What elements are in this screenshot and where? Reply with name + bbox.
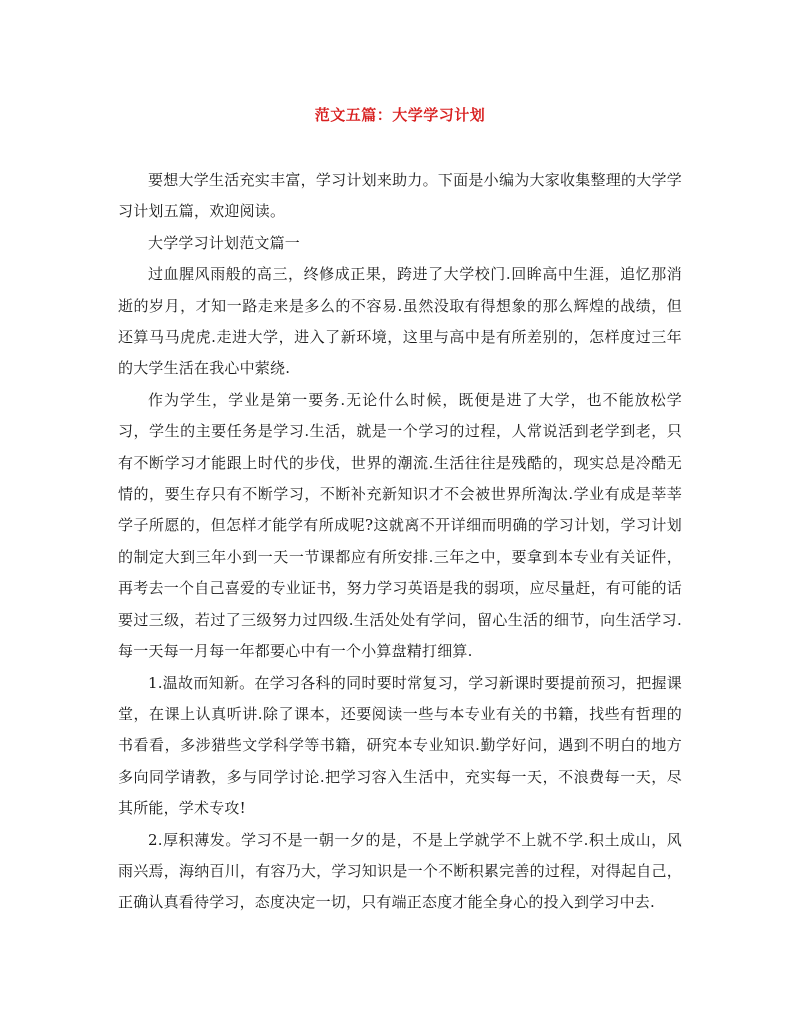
document-body [118,165,682,919]
body-paragraph: 作为学生，学业是第一要务.无论什么时候，既便是进了大学，也不能放松学习，学生的主要任务是学习.生活，就是一个学习的过程，人常说活到老学到老，只有不断学习才能跟上时代的步伐，世界的潮流.生活往往是残酷的，现实总是冷酷无情的，要生存只有不断学习，不断补充新知识才不会被世界所淘汰.学业有成是莘莘学子所愿的，但怎样才能学有所成呢?这就离不开详细而明确的学习计划，学习计划的制定大到三年小到一天一节课都应有所安排.三年之中，要拿到本专业有关证件，再考去一个自己喜爱的专业证书，努力学习英语是我的弱项，应尽量赶，有可能的话要过三级，若过了三级努力过四级.生活处处有学问，留心生活的细节，向生活学习.每一天每一月每一年都要心中有一个小算盘精打细算. [118,390,682,661]
section-heading: 大学学习计划范文篇一 [148,233,301,252]
body-paragraph: 过血腥风雨般的高三，终修成正果，跨进了大学校门.回眸高中生涯，追忆那消逝的岁月，才知一路走来是多么的不容易.虽然没取有得想象的那么辉煌的战绩，但还算马马虎虎.走进大学，进入了新环境，这里与高中是有所差别的，怎样度过三年的大学生活在我心中萦绕. [118,265,682,378]
intro-paragraph: 要想大学生活充实丰富，学习计划来助力。下面是小编为大家收集整理的大学学习计划五篇，欢迎阅读。 [118,171,682,221]
list-item-paragraph: 2.厚积薄发。学习不是一朝一夕的是，不是上学就学不上就不学.积土成山，风雨兴焉，海纳百川，有容乃大，学习知识是一个不断积累完善的过程，对得起自己，正确认真看待学习，态度决定一切，只有端正态度才能全身心的投入到学习中去. [118,830,682,912]
list-item-paragraph: 1.温故而知新。在学习各科的同时要时常复习，学习新课时要提前预习，把握课堂，在课上认真听讲.除了课本，还要阅读一些与本专业有关的书籍，找些有哲理的书看看，多涉猎些文学科学等书籍，研究本专业知识.勤学好问，遇到不明白的地方多向同学请教，多与同学讨论.把学习容入生活中，充实每一天，不浪费每一天，尽其所能，学术专攻! [118,673,682,818]
document-title: 范文五篇：大学学习计划 [314,106,486,124]
